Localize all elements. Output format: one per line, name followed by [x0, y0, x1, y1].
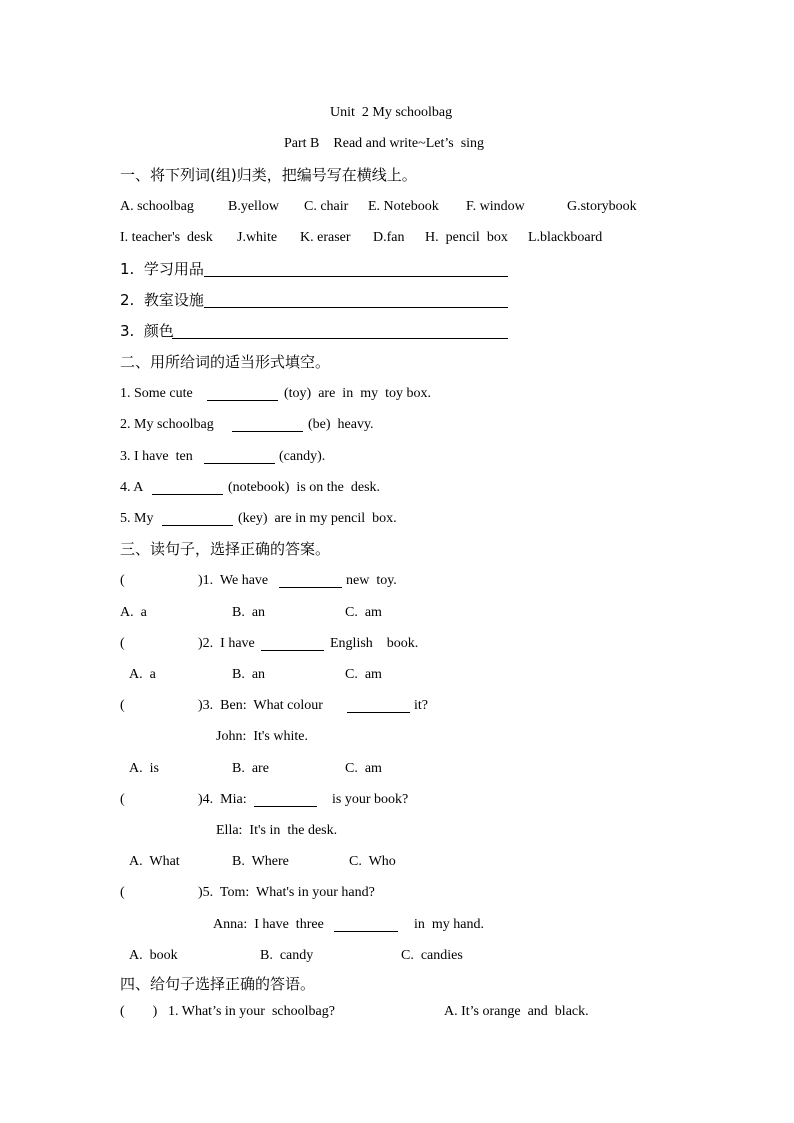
fill-blank[interactable] — [207, 400, 278, 401]
choice-option: C. am — [345, 667, 382, 682]
word-option: I. teacher's desk — [120, 230, 213, 245]
word-option: E. Notebook — [368, 199, 439, 214]
fill-item-hint: (be) heavy. — [308, 417, 374, 432]
question-text: 1. What’s in your schoolbag? — [168, 1004, 335, 1019]
answer-line[interactable] — [172, 338, 508, 339]
worksheet-subtitle: Part B Read and write~Let’s sing — [284, 136, 485, 151]
fill-item-text: 5. My — [120, 511, 154, 526]
answer-line[interactable] — [204, 276, 508, 277]
fill-item-text: 4. A — [120, 480, 144, 495]
category-label: 2. 教室设施 — [120, 291, 204, 309]
fill-item-text: 3. I have ten — [120, 449, 193, 464]
word-option: C. chair — [304, 199, 349, 214]
answer-paren-open[interactable]: ( — [120, 573, 125, 588]
category-label: 3. 颜色 — [120, 322, 174, 340]
question-blank[interactable] — [334, 931, 398, 932]
word-option: F. window — [466, 199, 525, 214]
dialogue-line: Anna: I have three — [213, 917, 324, 932]
choice-option: B. candy — [260, 948, 314, 963]
question-blank[interactable] — [347, 712, 410, 713]
word-option: A. schoolbag — [120, 199, 194, 214]
question-blank[interactable] — [279, 587, 342, 588]
choice-option: B. are — [232, 761, 269, 776]
dialogue-line: Ella: It's in the desk. — [216, 823, 338, 838]
fill-item-text: 2. My schoolbag — [120, 417, 214, 432]
fill-item-hint: (toy) are in my toy box. — [284, 386, 431, 401]
answer-paren[interactable]: ( ) — [120, 1004, 158, 1019]
question-text: )4. Mia: — [198, 792, 247, 807]
fill-blank[interactable] — [152, 494, 223, 495]
question-text: )1. We have — [198, 573, 269, 588]
word-option: J.white — [237, 230, 278, 245]
fill-item-hint: (key) are in my pencil box. — [238, 511, 397, 526]
question-text: English book. — [330, 636, 419, 651]
choice-option: C. candies — [401, 948, 463, 963]
question-blank[interactable] — [254, 806, 317, 807]
word-option: D.fan — [373, 230, 405, 245]
question-blank[interactable] — [261, 650, 324, 651]
worksheet-title: Unit 2 My schoolbag — [330, 105, 453, 120]
question-text: )5. Tom: What's in your hand? — [198, 885, 375, 900]
fill-blank[interactable] — [162, 525, 233, 526]
dialogue-line: John: It's white. — [216, 729, 308, 744]
choice-option: A. a — [120, 605, 147, 620]
fill-blank[interactable] — [204, 463, 275, 464]
fill-item-text: 1. Some cute — [120, 386, 193, 401]
question-text: )3. Ben: What colour — [198, 698, 323, 713]
category-label: 1. 学习用品 — [120, 260, 204, 278]
choice-option: B. an — [232, 605, 266, 620]
section1-heading: 一、将下列词(组)归类，把编号写在横线上。 — [120, 166, 417, 184]
word-option: L.blackboard — [528, 230, 603, 245]
question-text: )2. I have — [198, 636, 255, 651]
word-option: B.yellow — [228, 199, 279, 214]
answer-paren-open[interactable]: ( — [120, 698, 125, 713]
section3-heading: 三、读句子，选择正确的答案。 — [120, 540, 331, 558]
choice-option: A. is — [129, 761, 159, 776]
answer-paren-open[interactable]: ( — [120, 636, 125, 651]
word-option: G.storybook — [567, 199, 637, 214]
answer-option: A. It’s orange and black. — [444, 1004, 589, 1019]
choice-option: A. a — [129, 667, 156, 682]
answer-paren-open[interactable]: ( — [120, 885, 125, 900]
question-text: is your book? — [332, 792, 409, 807]
word-option: H. pencil box — [425, 230, 508, 245]
word-option: K. eraser — [300, 230, 351, 245]
choice-option: C. am — [345, 761, 382, 776]
fill-blank[interactable] — [232, 431, 303, 432]
question-text: new toy. — [346, 573, 397, 588]
section4-heading: 四、给句子选择正确的答语。 — [120, 975, 316, 993]
fill-item-hint: (candy). — [279, 449, 326, 464]
choice-option: C. Who — [349, 854, 396, 869]
answer-line[interactable] — [204, 307, 508, 308]
answer-paren-open[interactable]: ( — [120, 792, 125, 807]
fill-item-hint: (notebook) is on the desk. — [228, 480, 381, 495]
section2-heading: 二、用所给词的适当形式填空。 — [120, 353, 331, 371]
choice-option: A. book — [129, 948, 178, 963]
choice-option: A. What — [129, 854, 180, 869]
dialogue-line: in my hand. — [414, 917, 484, 932]
choice-option: B. an — [232, 667, 266, 682]
question-text: it? — [414, 698, 428, 713]
choice-option: B. Where — [232, 854, 289, 869]
choice-option: C. am — [345, 605, 382, 620]
